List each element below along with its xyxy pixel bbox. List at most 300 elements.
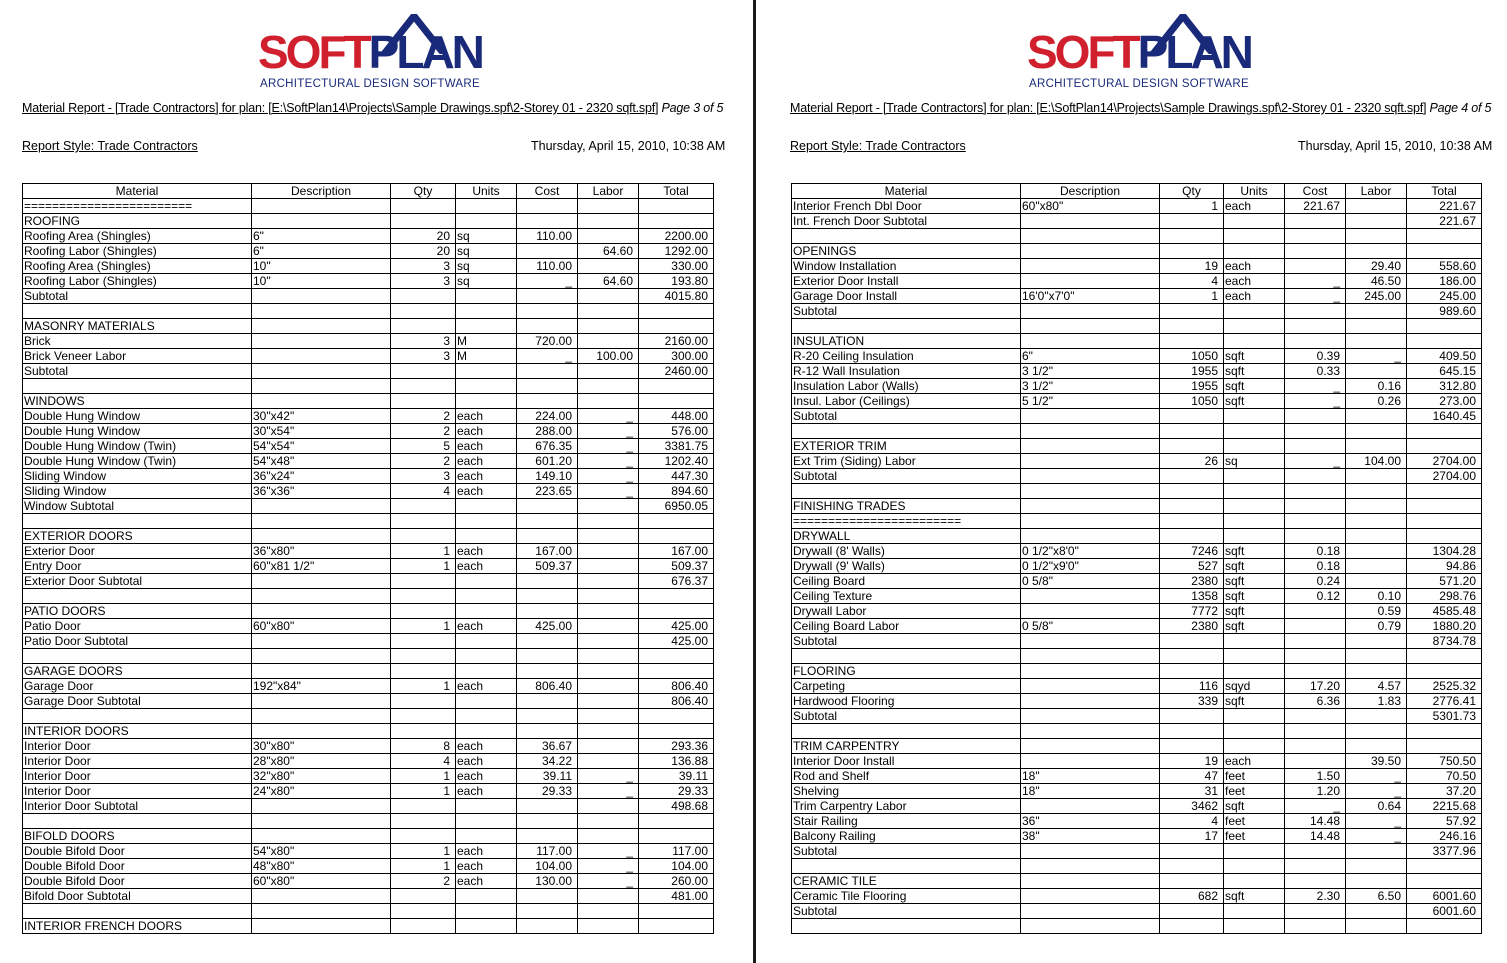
cell-labor: [578, 394, 639, 409]
cell-material: R-12 Wall Insulation: [792, 364, 1021, 379]
cell-labor: [578, 709, 639, 724]
cell-total: 260.00: [639, 874, 714, 889]
table-row: [23, 739, 714, 754]
cell-labor: 0.64: [1346, 799, 1407, 814]
cell-labor: [578, 619, 639, 634]
cell-cost: 676.35: [517, 439, 578, 454]
cell-labor: 64.60: [578, 244, 639, 259]
cell-labor: [578, 364, 639, 379]
cell-units: sqft: [1224, 889, 1285, 904]
cell-cost: _: [517, 349, 578, 364]
cell-qty: 2380: [1160, 574, 1224, 589]
cell-total: [639, 919, 714, 934]
cell-total: 645.15: [1407, 364, 1482, 379]
table-row: [23, 484, 714, 499]
cell-material: [23, 814, 252, 829]
column-header-description: Description: [1021, 184, 1160, 199]
cell-description: [1021, 514, 1160, 529]
cell-total: 676.37: [639, 574, 714, 589]
cell-total: 4015.80: [639, 289, 714, 304]
table-row: [792, 619, 1482, 634]
cell-description: 48"x80": [252, 859, 391, 874]
cell-description: [1021, 694, 1160, 709]
cell-description: 0 1/2"x8'0": [1021, 544, 1160, 559]
cell-material: Window Subtotal: [23, 499, 252, 514]
cell-material: CERAMIC TILE: [792, 874, 1021, 889]
cell-total: 2215.68: [1407, 799, 1482, 814]
table-row: [23, 604, 714, 619]
cell-total: 448.00: [639, 409, 714, 424]
cell-total: 186.00: [1407, 274, 1482, 289]
cell-labor: [578, 754, 639, 769]
cell-cost: 130.00: [517, 874, 578, 889]
cell-total: 330.00: [639, 259, 714, 274]
table-row: [792, 274, 1482, 289]
cell-total: 409.50: [1407, 349, 1482, 364]
material-table: [791, 183, 1482, 934]
report-title: [790, 101, 1491, 115]
cell-units: [456, 889, 517, 904]
cell-labor: [1346, 859, 1407, 874]
cell-total: 3377.96: [1407, 844, 1482, 859]
cell-units: each: [456, 484, 517, 499]
cell-total: 989.60: [1407, 304, 1482, 319]
table-row: [23, 274, 714, 289]
cell-total: 806.40: [639, 679, 714, 694]
cell-material: [23, 709, 252, 724]
cell-units: sqft: [1224, 799, 1285, 814]
cell-labor: [1346, 634, 1407, 649]
cell-total: [1407, 244, 1482, 259]
cell-material: [792, 919, 1021, 934]
table-row: [792, 784, 1482, 799]
cell-total: 273.00: [1407, 394, 1482, 409]
cell-cost: 2.30: [1285, 889, 1346, 904]
cell-cost: [1285, 919, 1346, 934]
cell-units: [456, 634, 517, 649]
cell-labor: [578, 259, 639, 274]
cell-description: [1021, 604, 1160, 619]
report-style-line: Report Style: Trade Contractors: [790, 139, 966, 153]
table-row: [23, 784, 714, 799]
table-row: [23, 349, 714, 364]
table-row: [792, 409, 1482, 424]
cell-qty: 3462: [1160, 799, 1224, 814]
cell-cost: [1285, 319, 1346, 334]
cell-cost: [1285, 424, 1346, 439]
cell-total: 425.00: [639, 619, 714, 634]
cell-total: 37.20: [1407, 784, 1482, 799]
cell-material: Roofing Labor (Shingles): [23, 244, 252, 259]
table-row: [792, 844, 1482, 859]
cell-qty: [1160, 499, 1224, 514]
cell-units: [1224, 334, 1285, 349]
table-row: [792, 199, 1482, 214]
cell-cost: [517, 394, 578, 409]
cell-total: 221.67: [1407, 214, 1482, 229]
cell-total: 2460.00: [639, 364, 714, 379]
cell-units: each: [1224, 259, 1285, 274]
cell-cost: 14.48: [1285, 814, 1346, 829]
table-row: [23, 529, 714, 544]
cell-labor: _: [578, 424, 639, 439]
cell-cost: 149.10: [517, 469, 578, 484]
cell-description: 30"x54": [252, 424, 391, 439]
cell-units: each: [456, 439, 517, 454]
report-title-text: Material Report - [Trade Contractors] for plan: [E:\SoftPlan14\Projects\Sample Drawings.spf\2-Storey 01 - 2320 sqft.spf]: [22, 101, 659, 115]
cell-cost: [517, 664, 578, 679]
cell-material: Subtotal: [792, 844, 1021, 859]
table-row: [792, 829, 1482, 844]
cell-cost: 6.36: [1285, 694, 1346, 709]
cell-labor: [1346, 874, 1407, 889]
cell-material: Subtotal: [792, 304, 1021, 319]
cell-qty: [1160, 724, 1224, 739]
cell-description: [1021, 709, 1160, 724]
cell-units: each: [456, 544, 517, 559]
column-header-total: Total: [1407, 184, 1482, 199]
cell-cost: [1285, 409, 1346, 424]
cell-material: Rod and Shelf: [792, 769, 1021, 784]
cell-units: sqft: [1224, 379, 1285, 394]
table-row: [792, 889, 1482, 904]
cell-cost: _: [1285, 379, 1346, 394]
table-row: [23, 889, 714, 904]
cell-qty: [1160, 919, 1224, 934]
cell-total: 8734.78: [1407, 634, 1482, 649]
table-row: [23, 409, 714, 424]
cell-units: [1224, 484, 1285, 499]
cell-description: 3 1/2": [1021, 379, 1160, 394]
cell-description: [1021, 754, 1160, 769]
cell-description: [1021, 259, 1160, 274]
cell-material: Patio Door Subtotal: [23, 634, 252, 649]
table-row: [23, 709, 714, 724]
cell-units: feet: [1224, 784, 1285, 799]
cell-description: [1021, 889, 1160, 904]
cell-units: [456, 694, 517, 709]
cell-cost: 425.00: [517, 619, 578, 634]
cell-material: Ceiling Board Labor: [792, 619, 1021, 634]
cell-material: [792, 424, 1021, 439]
cell-material: Double Bifold Door: [23, 859, 252, 874]
table-header-row: [23, 184, 714, 199]
cell-units: each: [1224, 274, 1285, 289]
cell-qty: 1: [391, 544, 456, 559]
cell-total: 136.88: [639, 754, 714, 769]
cell-description: 60"x81 1/2": [252, 559, 391, 574]
table-row: [792, 814, 1482, 829]
cell-units: M: [456, 334, 517, 349]
table-row: [792, 229, 1482, 244]
cell-total: 221.67: [1407, 199, 1482, 214]
cell-total: [1407, 664, 1482, 679]
cell-qty: 527: [1160, 559, 1224, 574]
cell-labor: 4.57: [1346, 679, 1407, 694]
cell-units: each: [456, 739, 517, 754]
cell-labor: 39.50: [1346, 754, 1407, 769]
cell-qty: [1160, 214, 1224, 229]
cell-units: sqft: [1224, 694, 1285, 709]
cell-description: [1021, 649, 1160, 664]
cell-description: [1021, 334, 1160, 349]
table-row: [23, 214, 714, 229]
cell-material: [23, 904, 252, 919]
cell-material: Carpeting: [792, 679, 1021, 694]
cell-cost: _: [1285, 394, 1346, 409]
cell-cost: [1285, 634, 1346, 649]
table-row: [792, 364, 1482, 379]
cell-qty: 1: [391, 769, 456, 784]
cell-total: 425.00: [639, 634, 714, 649]
column-header-material: Material: [792, 184, 1021, 199]
cell-qty: [391, 574, 456, 589]
cell-labor: [578, 724, 639, 739]
cell-cost: [1285, 709, 1346, 724]
cell-labor: [578, 649, 639, 664]
cell-material: Subtotal: [792, 469, 1021, 484]
cell-qty: 4: [1160, 814, 1224, 829]
report-page-4: [757, 0, 1507, 963]
cell-qty: [391, 529, 456, 544]
cell-total: 4585.48: [1407, 604, 1482, 619]
report-title: [22, 101, 723, 115]
cell-description: [1021, 229, 1160, 244]
cell-description: [252, 634, 391, 649]
cell-description: 36"x36": [252, 484, 391, 499]
cell-qty: [391, 694, 456, 709]
table-row: [792, 514, 1482, 529]
cell-total: [1407, 649, 1482, 664]
cell-qty: 17: [1160, 829, 1224, 844]
cell-material: Shelving: [792, 784, 1021, 799]
cell-qty: [391, 604, 456, 619]
cell-cost: 720.00: [517, 334, 578, 349]
cell-cost: [517, 319, 578, 334]
cell-cost: [1285, 859, 1346, 874]
cell-labor: 0.79: [1346, 619, 1407, 634]
cell-material: Sliding Window: [23, 484, 252, 499]
cell-material: [23, 379, 252, 394]
cell-labor: [578, 229, 639, 244]
cell-qty: [391, 889, 456, 904]
cell-cost: 0.24: [1285, 574, 1346, 589]
cell-description: [1021, 844, 1160, 859]
cell-qty: 20: [391, 229, 456, 244]
cell-labor: _: [578, 874, 639, 889]
cell-description: [252, 664, 391, 679]
cell-labor: [1346, 514, 1407, 529]
cell-description: [252, 724, 391, 739]
cell-total: [639, 514, 714, 529]
table-row: [23, 694, 714, 709]
cell-units: each: [1224, 289, 1285, 304]
cell-cost: [517, 514, 578, 529]
cell-units: sqft: [1224, 544, 1285, 559]
column-header-qty: Qty: [391, 184, 456, 199]
cell-units: each: [456, 424, 517, 439]
cell-cost: [1285, 304, 1346, 319]
cell-material: Double Hung Window (Twin): [23, 454, 252, 469]
cell-material: Subtotal: [792, 409, 1021, 424]
cell-qty: [391, 289, 456, 304]
cell-labor: [1346, 499, 1407, 514]
softplan-logo: [254, 14, 494, 94]
cell-labor: _: [578, 769, 639, 784]
cell-qty: [1160, 304, 1224, 319]
cell-labor: [1346, 319, 1407, 334]
cell-description: [1021, 454, 1160, 469]
cell-material: Ext Trim (Siding) Labor: [792, 454, 1021, 469]
cell-description: 60"x80": [1021, 199, 1160, 214]
table-row: [23, 844, 714, 859]
cell-labor: [1346, 244, 1407, 259]
cell-qty: [1160, 484, 1224, 499]
cell-cost: 1.50: [1285, 769, 1346, 784]
cell-qty: [391, 634, 456, 649]
cell-labor: [578, 589, 639, 604]
cell-material: Ceiling Board: [792, 574, 1021, 589]
cell-material: [23, 649, 252, 664]
cell-description: 0 5/8": [1021, 574, 1160, 589]
cell-units: [1224, 859, 1285, 874]
cell-cost: 29.33: [517, 784, 578, 799]
cell-description: 54"x54": [252, 439, 391, 454]
cell-total: [1407, 859, 1482, 874]
cell-total: [639, 829, 714, 844]
cell-cost: 601.20: [517, 454, 578, 469]
cell-cost: [517, 304, 578, 319]
column-header-cost: Cost: [517, 184, 578, 199]
cell-units: M: [456, 349, 517, 364]
table-row: [23, 364, 714, 379]
cell-qty: [1160, 439, 1224, 454]
table-row: [792, 649, 1482, 664]
cell-description: [1021, 904, 1160, 919]
cell-material: FINISHING TRADES: [792, 499, 1021, 514]
cell-qty: [391, 724, 456, 739]
cell-cost: 110.00: [517, 259, 578, 274]
cell-labor: [1346, 439, 1407, 454]
table-row: [792, 679, 1482, 694]
cell-description: 0 1/2"x9'0": [1021, 559, 1160, 574]
cell-total: 94.86: [1407, 559, 1482, 574]
cell-cost: 0.12: [1285, 589, 1346, 604]
cell-material: EXTERIOR DOORS: [23, 529, 252, 544]
cell-labor: [1346, 484, 1407, 499]
cell-qty: 3: [391, 349, 456, 364]
cell-material: Entry Door: [23, 559, 252, 574]
cell-material: Subtotal: [23, 364, 252, 379]
cell-units: sqft: [1224, 604, 1285, 619]
cell-cost: 0.18: [1285, 544, 1346, 559]
cell-material: OPENINGS: [792, 244, 1021, 259]
table-row: [792, 529, 1482, 544]
column-header-labor: Labor: [1346, 184, 1407, 199]
cell-qty: [391, 829, 456, 844]
cell-material: Exterior Door Subtotal: [23, 574, 252, 589]
cell-material: Bifold Door Subtotal: [23, 889, 252, 904]
cell-material: Double Hung Window: [23, 409, 252, 424]
cell-description: [1021, 499, 1160, 514]
cell-labor: 100.00: [578, 349, 639, 364]
cell-total: 2704.00: [1407, 454, 1482, 469]
cell-qty: [391, 589, 456, 604]
cell-cost: 39.11: [517, 769, 578, 784]
cell-qty: [391, 649, 456, 664]
cell-description: 30"x42": [252, 409, 391, 424]
cell-cost: [1285, 469, 1346, 484]
table-row: [792, 424, 1482, 439]
cell-material: Balcony Railing: [792, 829, 1021, 844]
cell-cost: 110.00: [517, 229, 578, 244]
cell-description: [252, 349, 391, 364]
logo-tagline: ARCHITECTURAL DESIGN SOFTWARE: [260, 78, 480, 90]
table-row: [23, 754, 714, 769]
cell-total: [1407, 874, 1482, 889]
cell-material: Patio Door: [23, 619, 252, 634]
cell-material: DRYWALL: [792, 529, 1021, 544]
cell-cost: [517, 829, 578, 844]
cell-material: Roofing Labor (Shingles): [23, 274, 252, 289]
cell-units: [456, 499, 517, 514]
cell-total: [639, 814, 714, 829]
cell-cost: [517, 379, 578, 394]
cell-material: [792, 724, 1021, 739]
cell-total: 1292.00: [639, 244, 714, 259]
cell-material: Brick: [23, 334, 252, 349]
cell-total: [1407, 514, 1482, 529]
cell-cost: [517, 709, 578, 724]
cell-description: [252, 364, 391, 379]
cell-total: 2160.00: [639, 334, 714, 349]
cell-cost: [1285, 664, 1346, 679]
cell-units: [1224, 709, 1285, 724]
cell-total: [639, 214, 714, 229]
cell-qty: [391, 709, 456, 724]
cell-cost: [517, 214, 578, 229]
cell-labor: _: [578, 439, 639, 454]
cell-units: [456, 514, 517, 529]
cell-description: 36"x24": [252, 469, 391, 484]
table-row: [792, 379, 1482, 394]
cell-labor: [578, 604, 639, 619]
cell-total: 2200.00: [639, 229, 714, 244]
cell-material: Exterior Door Install: [792, 274, 1021, 289]
cell-labor: 0.10: [1346, 589, 1407, 604]
cell-qty: 3: [391, 469, 456, 484]
cell-material: Roofing Area (Shingles): [23, 229, 252, 244]
cell-qty: 26: [1160, 454, 1224, 469]
table-row: [792, 304, 1482, 319]
cell-cost: [1285, 844, 1346, 859]
cell-material: Drywall (9' Walls): [792, 559, 1021, 574]
cell-units: [1224, 304, 1285, 319]
cell-description: 10": [252, 274, 391, 289]
cell-total: 6001.60: [1407, 889, 1482, 904]
cell-units: sq: [456, 259, 517, 274]
cell-description: 30"x80": [252, 739, 391, 754]
cell-units: [1224, 319, 1285, 334]
cell-labor: [578, 799, 639, 814]
cell-cost: [1285, 259, 1346, 274]
cell-qty: 2: [391, 424, 456, 439]
cell-cost: 14.48: [1285, 829, 1346, 844]
report-style-line: Report Style: Trade Contractors: [22, 139, 198, 153]
cell-description: [1021, 304, 1160, 319]
cell-cost: 288.00: [517, 424, 578, 439]
cell-units: [1224, 634, 1285, 649]
